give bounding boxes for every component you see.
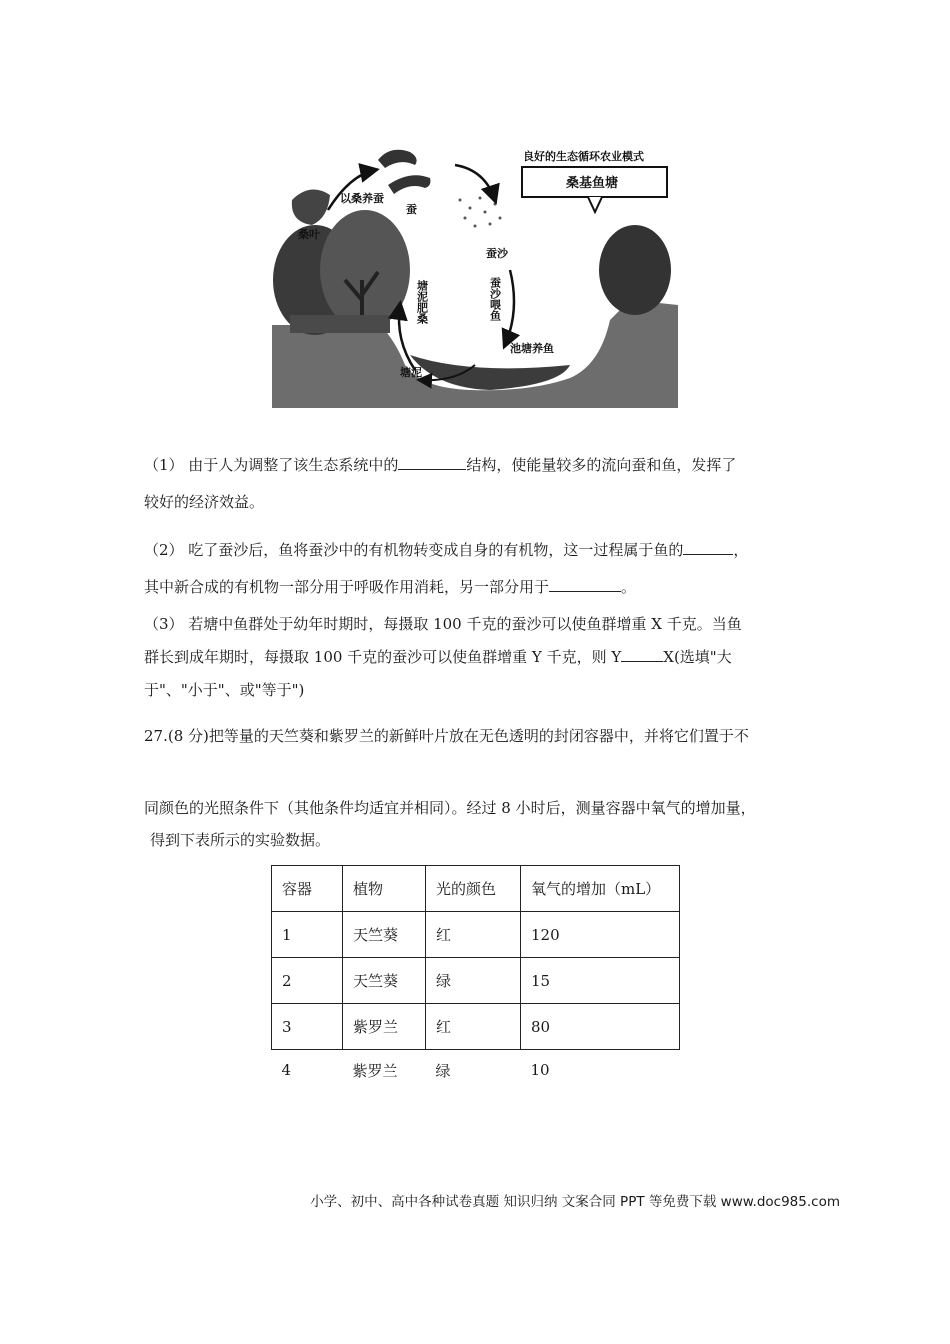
eco-cycle-figure xyxy=(270,140,680,408)
table-cell: 3 xyxy=(272,1004,343,1050)
table-cell: 天竺葵 xyxy=(343,958,426,1004)
label-feed-silkworm: 以桑养蚕 xyxy=(340,192,384,205)
page-footer: 小学、初中、高中各种试卷真题 知识归纳 文案合同 PPT 等免费下载 www.doc985.com xyxy=(310,1194,840,1210)
table-cell: 绿 xyxy=(435,1061,451,1080)
q2-text-c: 其中新合成的有机物一部分用于呼吸作用消耗，另一部分用于 xyxy=(144,578,550,596)
q27-line3: 得到下表所示的实验数据。 xyxy=(150,831,331,849)
q2-text-d: 。 xyxy=(621,578,637,596)
table-cell: 红 xyxy=(426,912,521,958)
table-cell: 10 xyxy=(530,1061,550,1079)
q3-answer-blank[interactable] xyxy=(621,645,663,662)
q1-text-b: 结构，使能量较多的流向蚕和鱼，发挥了 xyxy=(466,456,737,474)
table-cell: 紫罗兰 xyxy=(343,1004,426,1050)
leaf-icon xyxy=(292,190,330,225)
q1-text-a: （1） 由于人为调整了该生态系统中的 xyxy=(144,456,399,474)
table-cell: 1 xyxy=(272,912,343,958)
q27-line1: 27.(8 分)把等量的天竺葵和紫罗兰的新鲜叶片放在无色透明的封闭容器中，并将它们置于不 xyxy=(144,727,749,745)
q27-line2: 同颜色的光照条件下（其他条件均适宜并相同）。经过 8 小时后，测量容器中氧气的增加量， xyxy=(144,799,756,817)
table-cell: 80 xyxy=(521,1004,680,1050)
table-header-row xyxy=(272,866,680,912)
table-row xyxy=(272,958,680,1004)
q3-line1: （3） 若塘中鱼群处于幼年时期时，每摄取 100 千克的蚕沙可以使鱼群增重 X 千克。当鱼 xyxy=(144,615,742,633)
table-cell: 2 xyxy=(272,958,343,1004)
table-cell: 天竺葵 xyxy=(343,912,426,958)
tree-left-2 xyxy=(320,210,410,330)
table-cell: 紫罗兰 xyxy=(352,1061,398,1080)
question-1 xyxy=(144,447,814,521)
silkworm-icon xyxy=(378,150,417,168)
question-3 xyxy=(144,608,814,707)
label-pond-mud: 塘泥 xyxy=(400,366,422,379)
left-hill-top xyxy=(290,315,390,333)
callout-label: 桑基鱼塘 xyxy=(566,176,619,191)
table-header-cell: 光的颜色 xyxy=(426,866,521,912)
table-row xyxy=(272,1050,680,1091)
oxygen-data-table xyxy=(271,865,680,1090)
q3-line3: 于"、"小于"、或"等于") xyxy=(144,681,305,699)
tree-right xyxy=(599,225,671,315)
arrow-silkworm-to-droppings xyxy=(455,165,495,200)
label-droppings: 蚕沙 xyxy=(486,247,508,260)
table-cell: 15 xyxy=(521,958,680,1004)
label-feed-fish: 蚕沙喂鱼 xyxy=(488,277,502,321)
table-row xyxy=(272,1004,680,1050)
q3-text-b: X(选填"大 xyxy=(663,648,732,666)
q2-answer-blank-1[interactable] xyxy=(683,538,733,555)
table-row xyxy=(272,912,680,958)
question-27-intro xyxy=(144,718,814,755)
figure-title: 良好的生态循环农业模式 xyxy=(523,150,644,163)
table-cell: 红 xyxy=(426,1004,521,1050)
q1-line2: 较好的经济效益。 xyxy=(144,493,265,511)
label-pond-fish: 池塘养鱼 xyxy=(510,342,554,355)
table-header-cell: 容器 xyxy=(272,866,343,912)
q2-answer-blank-2[interactable] xyxy=(549,575,621,592)
table-header-cell: 氧气的增加（mL） xyxy=(521,866,680,912)
droppings-dots xyxy=(459,197,502,228)
label-mud-fertilize: 塘泥肥桑 xyxy=(415,280,429,324)
label-silkworm: 蚕 xyxy=(406,203,417,216)
q1-answer-blank[interactable] xyxy=(398,453,466,470)
label-leaf: 桑叶 xyxy=(298,228,320,241)
question-2 xyxy=(144,532,814,606)
eco-cycle-illustration xyxy=(270,140,680,408)
table-cell: 120 xyxy=(521,912,680,958)
table-cell: 绿 xyxy=(426,958,521,1004)
q3-text-a: 群长到成年期时，每摄取 100 千克的蚕沙可以使鱼群增重 Y 千克，则 Y xyxy=(144,648,622,666)
q2-text-a: （2） 吃了蚕沙后，鱼将蚕沙中的有机物转变成自身的有机物，这一过程属于鱼的 xyxy=(144,541,684,559)
table-header-cell: 植物 xyxy=(343,866,426,912)
question-27-body xyxy=(144,792,814,856)
table-cell: 4 xyxy=(281,1061,292,1079)
q2-text-b: ， xyxy=(733,541,749,559)
silkworm-icon-2 xyxy=(388,175,430,194)
arrow-droppings-to-fish xyxy=(505,270,514,345)
